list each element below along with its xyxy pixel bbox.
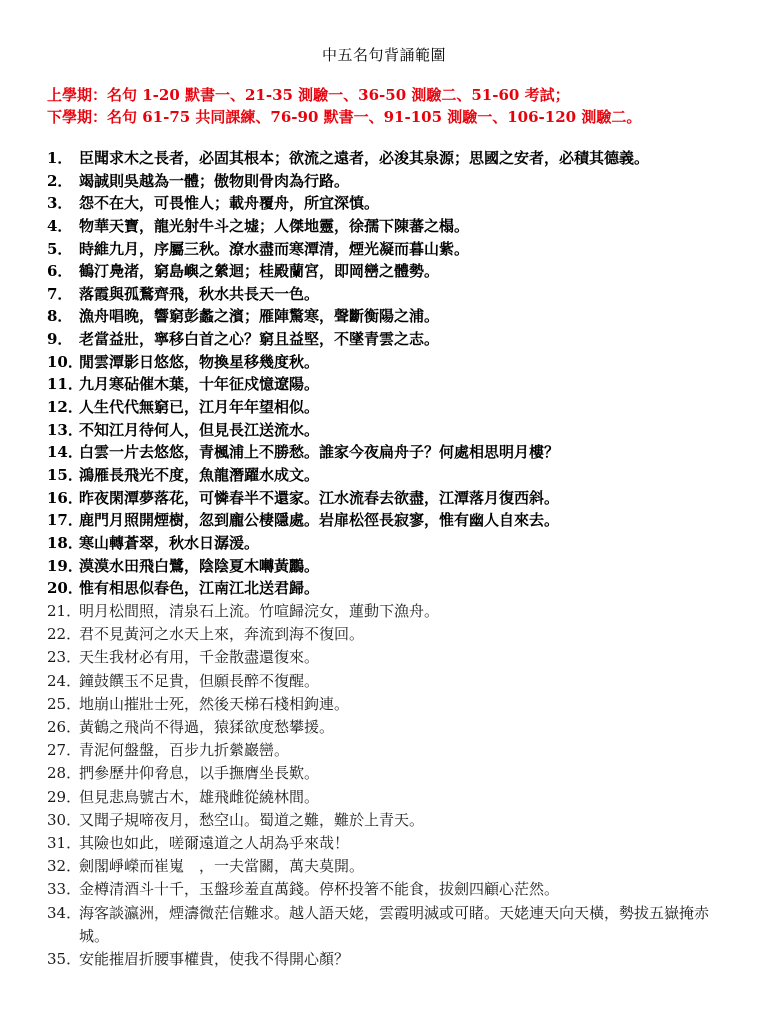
quotation-number: 32． [47, 857, 82, 876]
semester-line: 下學期：名句 61-75 共同課練、76-90 默書一、91-105 測驗一、106-120 測驗二。 [47, 108, 642, 126]
quotation-number: 10． [47, 352, 83, 371]
quotation-text: 海客談瀛洲，煙濤微茫信難求。越人語天姥，雲霞明滅或可睹。天姥連天向天橫，勢拔五嶽掩赤城。 [79, 903, 710, 945]
quotation-item [47, 305, 738, 328]
quotation-number: 7． [47, 284, 73, 303]
quotation-item [47, 555, 738, 578]
quotation-number: 9． [47, 330, 73, 349]
quotation-number: 25． [47, 694, 82, 713]
quotation-text: 地崩山摧壯士死，然後天梯石棧相鉤連。 [79, 694, 350, 713]
quotation-text: 不知江月待何人，但見長江送流水。 [79, 420, 320, 439]
quotation-item [47, 623, 728, 646]
quotation-text: 君不見黃河之水天上來，奔流到海不復回。 [79, 625, 365, 644]
quotation-text: 金樽清酒斗十千，玉盤珍羞直萬錢。停杯投箸不能食，拔劍四顧心茫然。 [79, 880, 560, 899]
quotation-number: 17． [47, 511, 83, 530]
quotation-item [47, 192, 738, 215]
quotation-item [47, 739, 728, 762]
quotation-text: 閒雲潭影日悠悠，物換星移幾度秋。 [79, 352, 320, 371]
quotation-text: 天生我材必有用，千金散盡還復來。 [79, 648, 320, 667]
quotation-item [47, 832, 728, 855]
quotation-item [47, 351, 738, 374]
quotation-text: 但見悲鳥號古木，雄飛雌從繞林間。 [79, 787, 320, 806]
quotation-number: 2． [47, 171, 73, 190]
quotation-number: 31． [47, 834, 82, 853]
quotation-item [47, 328, 738, 351]
quotation-text: 白雲一片去悠悠，青楓浦上不勝愁。誰家今夜扁舟子？何處相思明月樓？ [79, 443, 560, 462]
quotation-item [47, 170, 738, 193]
quotation-list-bold [47, 147, 738, 600]
quotation-text: 惟有相思似春色，江南江北送君歸。 [79, 579, 320, 598]
quotation-item [47, 855, 728, 878]
quotation-text: 鶴汀鳧渚，窮島嶼之縈迴；桂殿蘭宮，即岡巒之體勢。 [79, 262, 440, 281]
quotation-number: 29． [47, 787, 82, 806]
quotation-text: 鐘鼓饌玉不足貴，但願長醉不復醒。 [79, 671, 320, 690]
quotation-text: 落霞與孤鶩齊飛，秋水共長天一色。 [79, 284, 320, 303]
quotation-text: 老當益壯，寧移白首之心？窮且益堅，不墜青雲之志。 [79, 330, 440, 349]
quotation-item [47, 147, 738, 170]
quotation-text: 捫參歷井仰脅息，以手撫膺坐長歎。 [79, 764, 320, 783]
quotation-text: 鴻雁長飛光不度，魚龍潛躍水成文。 [79, 465, 320, 484]
quotation-number: 13． [47, 420, 83, 439]
quotation-text: 黃鶴之飛尚不得過，猿猱欲度愁攀援。 [79, 718, 335, 737]
quotation-item [47, 577, 738, 600]
quotation-text: 時維九月，序屬三秋。潦水盡而寒潭清，煙光凝而暮山紫。 [79, 239, 470, 258]
quotation-item [47, 878, 728, 901]
quotation-number: 21． [47, 602, 82, 620]
quotation-item [47, 646, 728, 669]
quotation-number: 14． [47, 443, 83, 462]
page-title: 中五名句背誦範圍 [321, 46, 446, 64]
quotation-item [47, 948, 728, 971]
quotation-item [47, 786, 728, 809]
quotation-text: 人生代代無窮已，江月年年望相似。 [79, 398, 320, 417]
quotation-number: 12． [47, 398, 83, 417]
quotation-number: 3． [47, 194, 73, 213]
quotation-number: 27． [47, 741, 82, 760]
quotation-text: 漁舟唱晚，響窮彭蠡之濱；雁陣驚寒，聲斷衡陽之浦。 [79, 307, 440, 326]
quotation-item [47, 464, 738, 487]
quotation-number: 20． [47, 579, 83, 598]
quotation-item [47, 283, 738, 306]
quotation-number: 5． [47, 239, 73, 258]
quotation-number: 15． [47, 465, 83, 484]
quotation-text: 明月松間照，清泉石上流。竹喧歸浣女，蓮動下漁舟。 [79, 602, 440, 620]
quotation-text: 安能摧眉折腰事權貴，使我不得開心顏？ [79, 950, 350, 969]
quotation-number: 28． [47, 764, 82, 783]
semester-schedule [47, 84, 738, 128]
quotation-item [47, 693, 728, 716]
quotation-number: 8． [47, 307, 73, 326]
quotation-number: 1． [47, 149, 73, 167]
quotation-number: 34． [47, 903, 82, 922]
quotation-text: 怨不在大，可畏惟人；載舟覆舟，所宜深慎。 [79, 194, 380, 213]
quotation-item [47, 487, 738, 510]
quotation-item [47, 441, 738, 464]
quotation-item [47, 532, 738, 555]
quotation-item [47, 215, 738, 238]
quotation-item [47, 238, 738, 261]
quotation-text: 九月寒砧催木葉，十年征戍憶遼陽。 [79, 375, 320, 394]
quotation-text: 鹿門月照開煙樹，忽到龐公棲隱處。岩扉松徑長寂寥，惟有幽人自來去。 [79, 511, 560, 530]
quotation-number: 4． [47, 216, 73, 235]
quotation-number: 23． [47, 648, 82, 667]
quotation-item [47, 419, 738, 442]
quotation-item [47, 670, 728, 693]
quotation-text: 竭誠則吳越為一體；傲物則骨肉為行路。 [79, 171, 350, 190]
quotation-text: 物華天寶，龍光射牛斗之墟；人傑地靈，徐孺下陳蕃之榻。 [79, 216, 470, 235]
quotation-text: 劍閣崢嶸而崔嵬 ，一夫當關，萬夫莫開。 [79, 857, 365, 876]
quotation-item [47, 373, 738, 396]
quotation-number: 35． [47, 950, 82, 969]
quotation-number: 33． [47, 880, 82, 899]
quotation-item [47, 260, 738, 283]
quotation-number: 18． [47, 533, 83, 552]
quotation-item [47, 396, 738, 419]
quotation-number: 30． [47, 810, 82, 829]
quotation-number: 11． [47, 375, 83, 394]
quotation-item [47, 716, 728, 739]
quotation-item [47, 600, 728, 623]
quotation-number: 6． [47, 262, 73, 281]
quotation-item [47, 762, 728, 785]
quotation-item [47, 809, 728, 832]
quotation-number: 22． [47, 625, 82, 644]
quotation-text: 又聞子規啼夜月，愁空山。蜀道之難，難於上青天。 [79, 810, 425, 829]
quotation-text: 其險也如此，嗟爾遠道之人胡為乎來哉！ [79, 834, 350, 853]
quotation-number: 19． [47, 556, 83, 575]
quotation-item [47, 509, 738, 532]
quotation-list-regular [47, 600, 728, 971]
quotation-text: 臣聞求木之長者，必固其根本；欲流之遠者，必浚其泉源；思國之安者，必積其德義。 [79, 149, 650, 167]
quotation-number: 24． [47, 671, 82, 690]
quotation-number: 16． [47, 488, 83, 507]
quotation-text: 青泥何盤盤，百步九折縈巖巒。 [79, 741, 290, 760]
quotation-text: 昨夜閑潭夢落花，可憐春半不還家。江水流春去欲盡，江潭落月復西斜。 [79, 488, 560, 507]
quotation-text: 漠漠水田飛白鷺，陰陰夏木囀黃鸝。 [79, 556, 320, 575]
quotation-number: 26． [47, 718, 82, 737]
semester-line: 上學期：名句 1-20 默書一、21-35 測驗一、36-50 測驗二、51-60 考試； [47, 86, 570, 104]
quotation-item [47, 902, 728, 948]
quotation-text: 寒山轉蒼翠，秋水日潺湲。 [79, 533, 260, 552]
